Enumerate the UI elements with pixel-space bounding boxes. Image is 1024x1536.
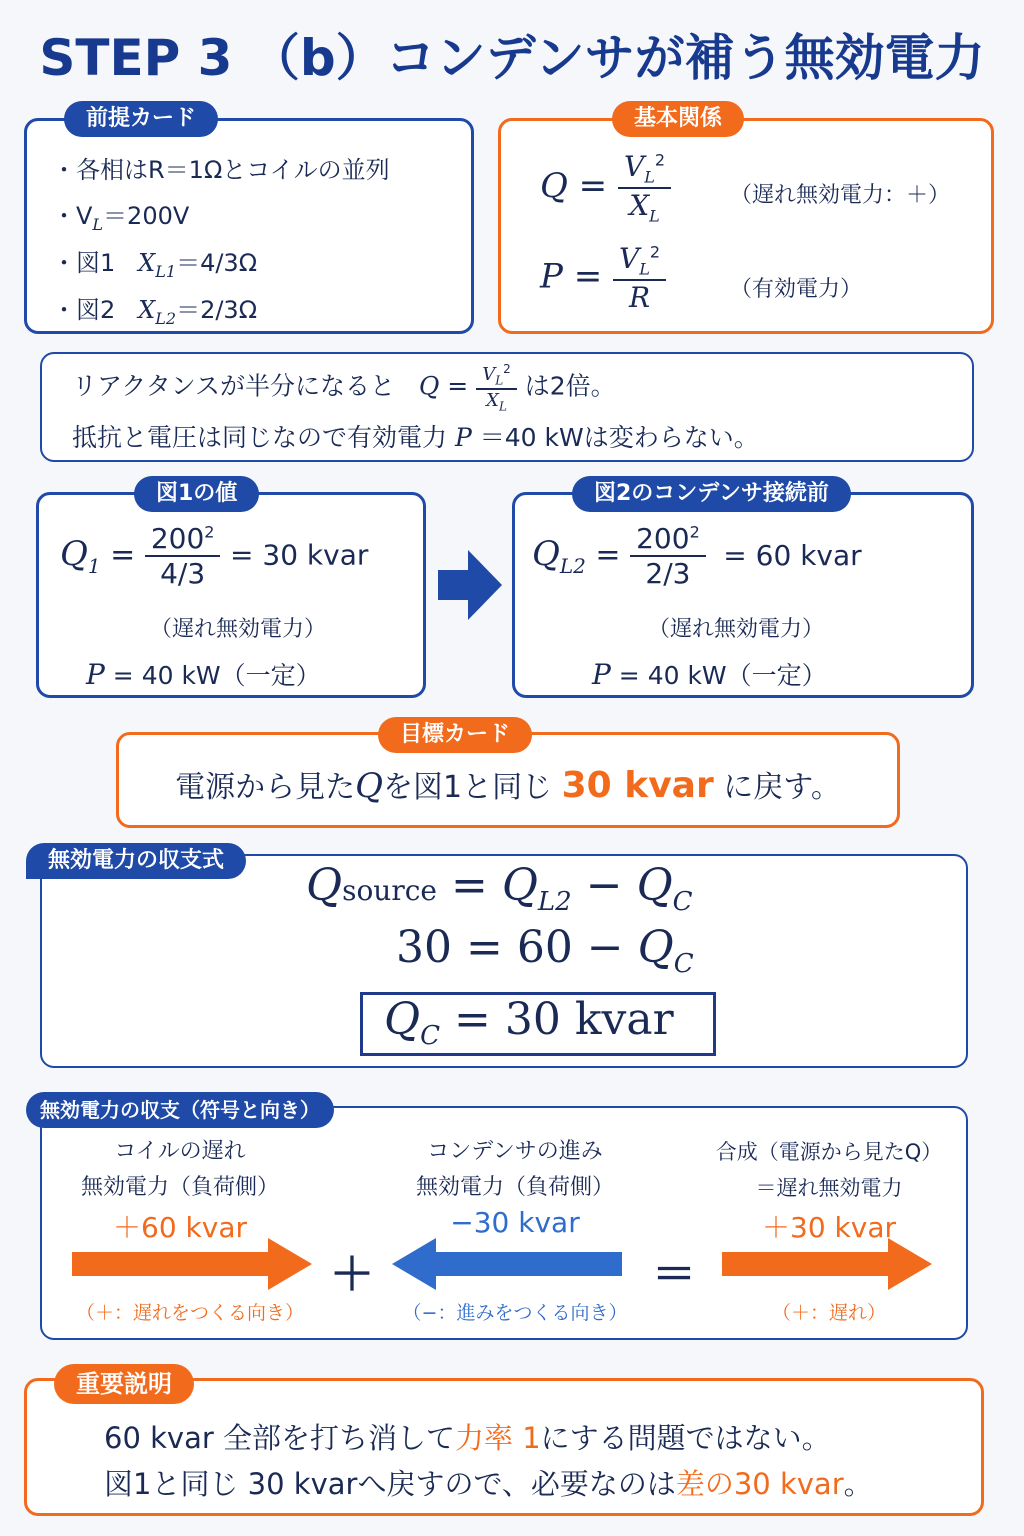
balance-result-value: = 30 kvar — [453, 994, 674, 1045]
goal-card-label: 目標カード — [378, 717, 532, 753]
basic-card-label: 基本関係 — [612, 101, 744, 137]
p-note: （有効電力） — [730, 277, 863, 302]
sum-title-1: 合成（電源から見たQ） — [715, 1140, 943, 1164]
coil-title-2: 無効電力（負荷側） — [80, 1175, 279, 1200]
fig1-num: 200 — [150, 522, 205, 555]
important-l2-hl: 差の30 kvar — [675, 1467, 844, 1501]
important-l1-pre: 60 kvar 全部を打ち消して — [104, 1421, 455, 1455]
sum-title — [704, 1134, 954, 1206]
fig1-note: （遅れ無効電力） — [150, 617, 327, 642]
important-l2-post: 。 — [843, 1467, 873, 1501]
fig2-num: 200 — [636, 522, 690, 555]
cap-title-1: コンデンサの進み — [427, 1139, 603, 1164]
premise-item-2-pre: ・V — [52, 202, 93, 230]
sum-note: （＋：遅れ） — [771, 1302, 886, 1324]
fig1-formula: $Q_1$ = $\frac{200^2}{4/3}$ = 30 kvar — [60, 522, 369, 590]
premise-item-3-post: ＝4/3Ω — [176, 249, 258, 277]
info-line-1: リアクタンスが半分になると Q = $\frac{V_L^2}{X_L}$ は2倍。 — [72, 362, 616, 414]
goal-text: 電源から見たQを図1と同じ 30 kvar に戻す。 — [175, 765, 841, 806]
cap-arrow-icon — [392, 1238, 622, 1290]
fig2-den: 2/3 — [645, 557, 691, 590]
premise-card-label: 前提カード — [64, 101, 218, 137]
balance-line-2-pre: 30 = 60 − — [396, 922, 624, 973]
coil-title — [60, 1134, 300, 1206]
balance-line-1: Qsource = $Q_{L2} - Q_C$ — [306, 860, 693, 917]
premise-item-2-post: ＝200V — [103, 202, 190, 230]
fig1-p-line: P = 40 kW（一定） — [86, 658, 321, 691]
balance-card-label: 無効電力の収支式 — [26, 843, 246, 879]
info-line-2-post: ＝40 kWは変わらない。 — [479, 423, 759, 452]
goal-post: に戻す。 — [723, 770, 841, 805]
info-line-2-pre: 抵抗と電圧は同じなので有効電力 — [72, 423, 448, 452]
q-formula: Q = $\frac{V_L^2}{X_L}$ — [540, 150, 671, 225]
sum-arrow-icon — [722, 1238, 932, 1290]
cap-note: （−：進みをつくる向き） — [402, 1302, 628, 1324]
important-line-2 — [104, 1462, 873, 1503]
goal-value: 30 kvar — [561, 765, 714, 806]
plus-sign: ＋ — [330, 1249, 374, 1300]
p-formula: P = $\frac{V_L^2}{R}$ — [540, 242, 666, 314]
cap-value: −30 kvar — [450, 1206, 580, 1239]
important-l2-pre: 図1と同じ 30 kvarへ戻すので、必要なのは — [104, 1467, 676, 1501]
right-arrow-icon — [438, 550, 502, 620]
fig2-note: （遅れ無効電力） — [648, 617, 825, 642]
premise-item-4-post: ＝2/3Ω — [176, 296, 258, 324]
fig2-p-line: P = 40 kW（一定） — [592, 658, 827, 691]
balance-result: $Q_C = 30$ kvar — [384, 994, 674, 1051]
fig2-result: = 60 kvar — [723, 538, 862, 572]
info-line-1-pre: リアクタンスが半分になると — [72, 371, 396, 401]
important-l1-post: にする問題ではない。 — [540, 1421, 831, 1455]
coil-arrow-icon — [72, 1238, 312, 1290]
goal-mid: を図1と同じ — [382, 770, 553, 805]
fig1-result: = 30 kvar — [230, 538, 369, 572]
fig2-card-label: 図2のコンデンサ接続前 — [572, 476, 851, 512]
sum-value: ＋30 kvar — [762, 1211, 896, 1244]
goal-pre: 電源から見た — [175, 770, 356, 805]
premise-item-2: ・$V_L=200V$ — [52, 202, 190, 234]
coil-value: ＋60 kvar — [113, 1211, 247, 1244]
sum-title-2: ＝遅れ無効電力 — [755, 1176, 903, 1200]
fig2-p-value: = 40 kW（一定） — [618, 661, 827, 690]
page-title: STEP 3 （b）コンデンサが補う無効電力 — [39, 29, 985, 87]
premise-item-1: ・各相はR＝1Ωとコイルの並列 — [52, 156, 390, 184]
sign-card-label: 無効電力の収支（符号と向き） — [26, 1092, 334, 1128]
equals-sign: ＝ — [652, 1249, 696, 1300]
premise-item-4: ・図2 $X_{L2}=2/3\Omega$ — [52, 296, 258, 328]
q-note: （遅れ無効電力：＋） — [730, 183, 951, 208]
coil-note: （＋：遅れをつくる向き） — [75, 1302, 304, 1324]
fig2-formula: $Q_{L2}$ = $\frac{200^2}{2/3}$ = 60 kvar — [532, 522, 862, 590]
important-line-1 — [104, 1416, 831, 1457]
info-line-1-post: は2倍。 — [524, 371, 616, 401]
fig1-den: 4/3 — [160, 557, 206, 590]
premise-item-3-pre: ・図1 — [52, 249, 116, 277]
fig1-p-value: = 40 kW（一定） — [112, 661, 321, 690]
premise-item-4-pre: ・図2 — [52, 296, 116, 324]
info-line-2: 抵抗と電圧は同じなので有効電力 P ＝40 kWは変わらない。 — [72, 423, 759, 452]
important-card-label: 重要説明 — [54, 1364, 194, 1404]
fig1-card-label: 図1の値 — [134, 476, 259, 512]
cap-title — [390, 1134, 640, 1206]
premise-item-3: ・図1 $X_{L1}=4/3\Omega$ — [52, 249, 258, 281]
cap-title-2: 無効電力（負荷側） — [415, 1175, 614, 1200]
coil-title-1: コイルの遅れ — [114, 1139, 246, 1164]
balance-line-2: $30 = 60 - Q_C$ — [396, 922, 694, 979]
important-l1-hl: 力率 1 — [455, 1421, 541, 1455]
